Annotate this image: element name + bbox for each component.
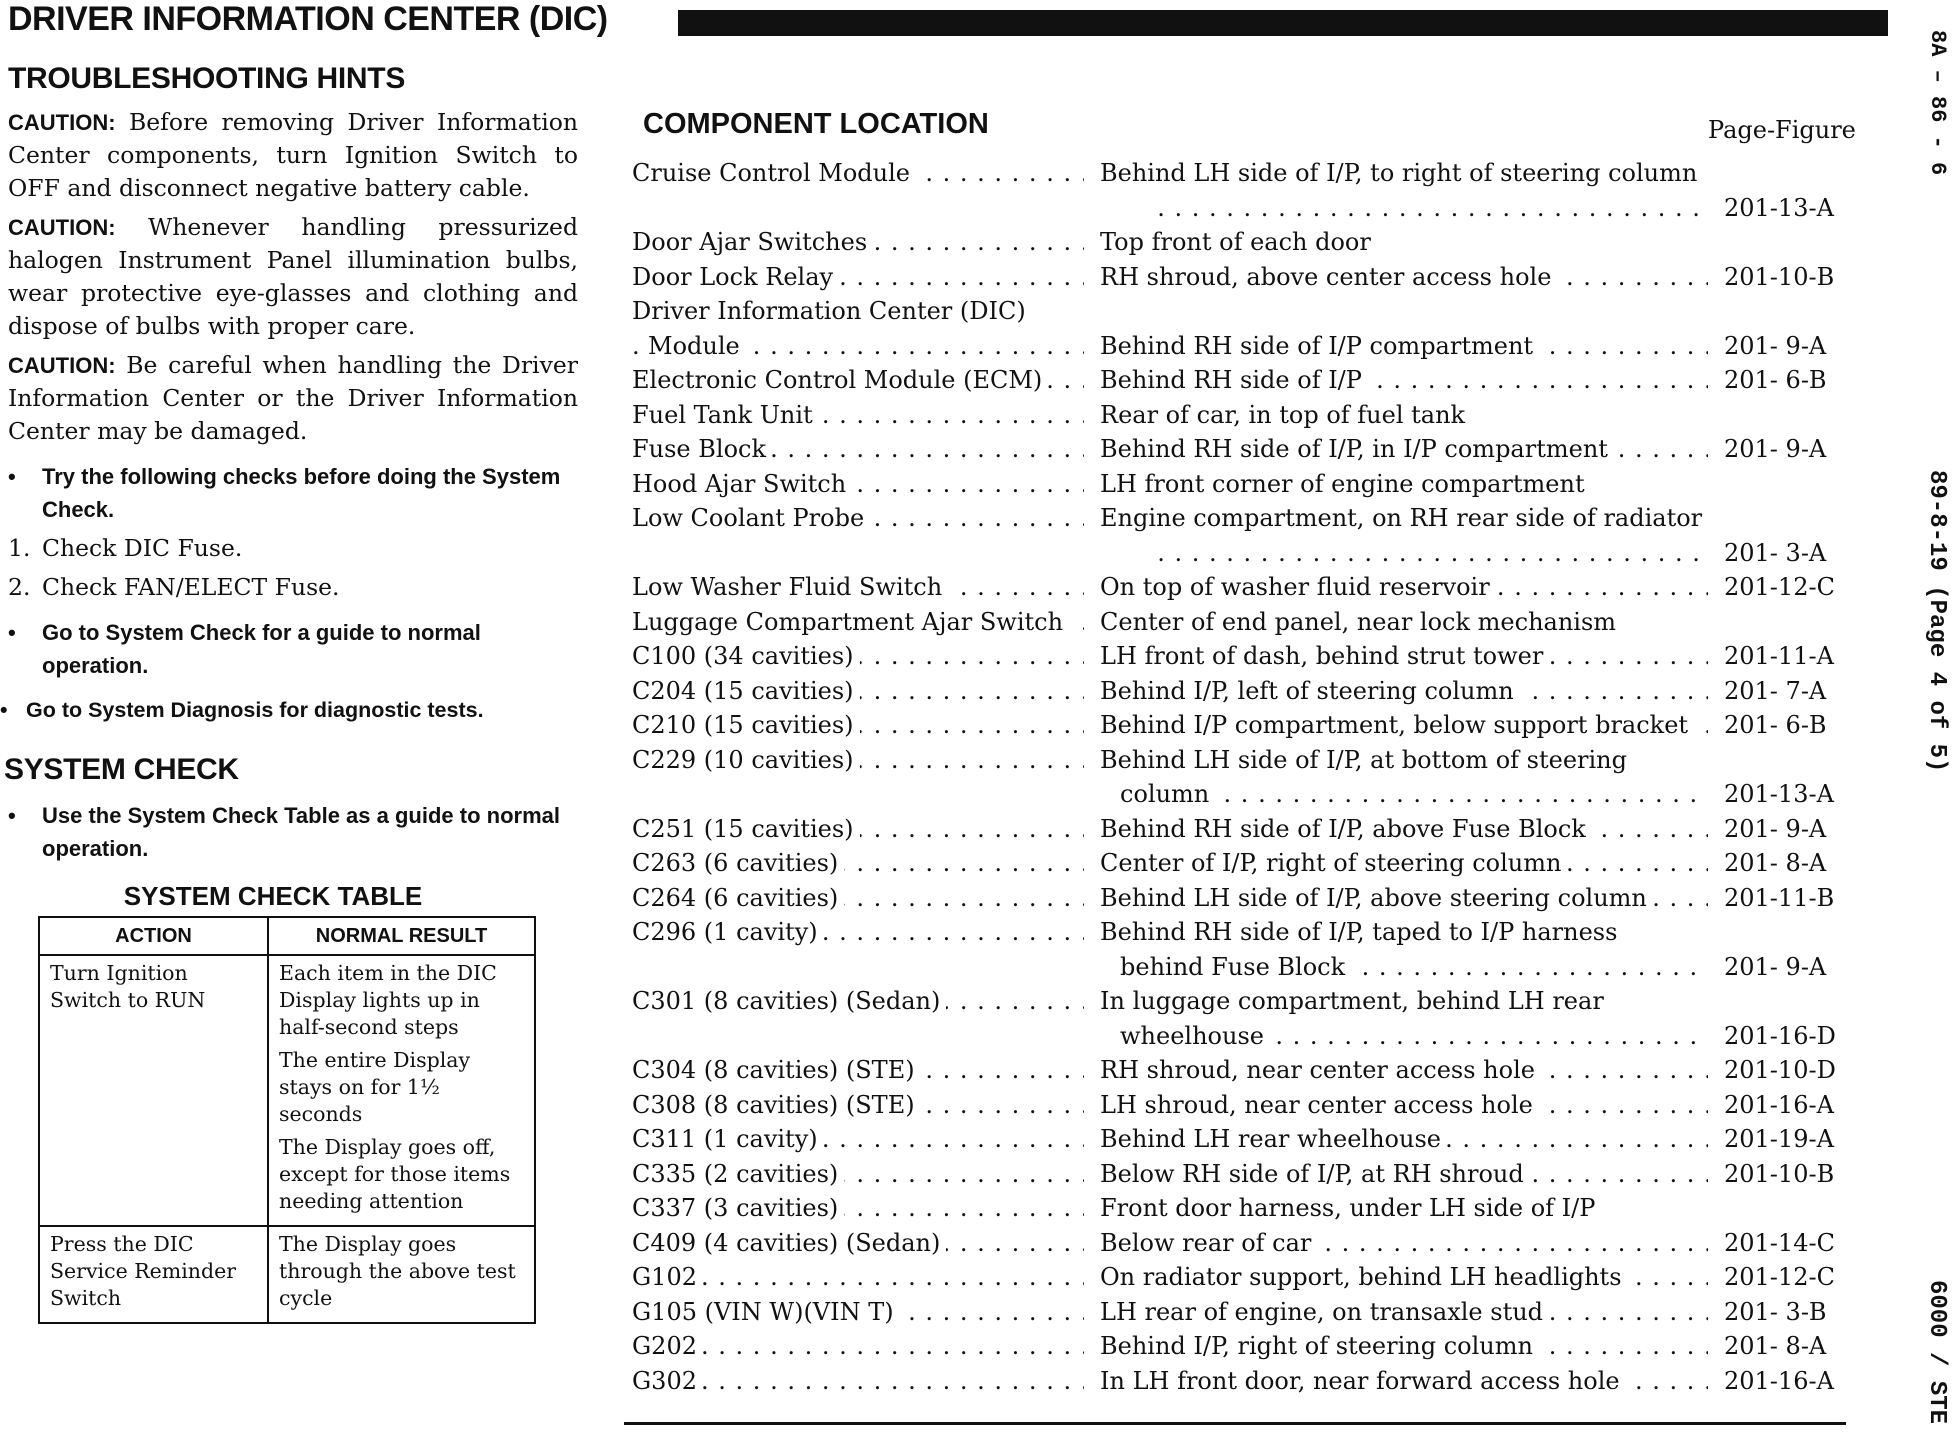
component-label: C210 (15 cavities) <box>632 711 860 739</box>
table-row <box>632 1157 1852 1192</box>
component-name <box>632 743 1084 778</box>
title-rule-bar <box>678 10 1888 36</box>
location-text: Behind RH side of I/P compartment <box>1100 332 1539 360</box>
table-row <box>632 950 1852 985</box>
location-text: On radiator support, behind LH headlights <box>1100 1263 1628 1291</box>
table-row <box>632 674 1852 709</box>
caution-label: CAUTION: <box>8 353 116 378</box>
page-figure: 201-12-C <box>1724 573 1835 601</box>
caution-text: Before removing Driver Information Center components, turn Ignition Switch to OFF and disconnect negative battery cable. <box>8 108 578 202</box>
component-label: C311 (1 cavity) <box>632 1125 824 1153</box>
location-text: Behind RH side of I/P, taped to I/P harness <box>1100 918 1618 946</box>
table-row <box>632 329 1852 364</box>
location-text: Behind LH side of I/P, above steering column <box>1100 884 1653 912</box>
component-name <box>632 1329 1084 1364</box>
component-label: Driver Information Center (DIC) <box>632 297 1032 325</box>
table-row <box>632 1364 1852 1399</box>
table-row <box>632 570 1852 605</box>
component-label: G202 <box>632 1332 703 1360</box>
component-location <box>1100 363 1708 398</box>
component-location <box>1100 1191 1708 1226</box>
table-row <box>632 639 1852 674</box>
component-location <box>1100 1088 1708 1123</box>
check-item <box>8 571 578 604</box>
page-figure: 201-13-A <box>1724 193 1834 222</box>
location-text: Center of I/P, right of steering column <box>1100 849 1567 877</box>
component-location <box>1100 915 1708 950</box>
component-label: Door Lock Relay <box>632 263 839 291</box>
location-text <box>1140 194 1146 222</box>
component-location <box>1100 1295 1708 1330</box>
page-figure: 201-12-C <box>1724 1263 1835 1291</box>
location-text: Behind I/P, left of steering column <box>1100 677 1520 705</box>
check-number: 1. <box>8 534 31 562</box>
location-text: Behind I/P compartment, below support bracket <box>1100 711 1694 739</box>
action-cell: Press the DIC Service Reminder Switch <box>39 1226 268 1323</box>
component-location <box>1100 156 1708 191</box>
table-row <box>632 432 1852 467</box>
component-location <box>1100 846 1708 881</box>
page-figure: 201- 8-A <box>1724 1332 1827 1360</box>
location-text: Engine compartment, on RH rear side of radiator <box>1100 504 1703 532</box>
component-label: C337 (3 cavities) <box>632 1194 844 1222</box>
component-name <box>632 605 1084 640</box>
location-text: Center of end panel, near lock mechanism <box>1100 607 1617 636</box>
component-label: G302 <box>632 1367 703 1395</box>
component-label: Electronic Control Module (ECM) <box>632 366 1048 394</box>
component-location <box>1100 501 1708 536</box>
component-location <box>1120 950 1708 985</box>
component-label: C204 (15 cavities) <box>632 677 860 705</box>
component-label: C304 (8 cavities) (STE) <box>632 1056 921 1084</box>
component-label: Fuse Block <box>632 435 772 463</box>
component-location <box>1120 777 1708 812</box>
component-label: Door Ajar Switches <box>632 228 873 256</box>
location-text: On top of washer fluid reservoir <box>1100 573 1496 601</box>
component-name <box>632 467 1084 502</box>
table-row <box>632 294 1852 329</box>
table-row <box>632 605 1852 640</box>
component-name <box>632 1191 1084 1226</box>
column-header-action: ACTION <box>39 917 268 955</box>
location-text: Behind RH side of I/P, above Fuse Block <box>1100 815 1592 843</box>
component-location <box>1100 570 1708 605</box>
table-row <box>632 536 1852 571</box>
caution-3 <box>8 349 578 448</box>
component-name <box>632 984 1084 1019</box>
location-text: Below rear of car <box>1100 1229 1317 1257</box>
table-row <box>632 777 1852 812</box>
component-label: C100 (34 cavities) <box>632 642 860 670</box>
table-row <box>632 260 1852 295</box>
component-name <box>632 329 1084 364</box>
component-location-heading: COMPONENT LOCATION <box>643 108 989 140</box>
location-text: Rear of car, in top of fuel tank <box>1100 400 1466 429</box>
caution-2 <box>8 211 578 343</box>
location-text: Below RH side of I/P, at RH shroud <box>1100 1160 1530 1188</box>
component-location <box>1100 467 1708 502</box>
component-name <box>632 260 1084 295</box>
component-name <box>632 881 1084 916</box>
table-row <box>632 708 1852 743</box>
table-row <box>632 1088 1852 1123</box>
table-row <box>632 501 1852 536</box>
component-name <box>632 363 1084 398</box>
location-text: Behind LH side of I/P, to right of steering column <box>1100 159 1698 187</box>
check-item <box>8 532 578 565</box>
bullet-text: Go to System Diagnosis for diagnostic tests. <box>26 698 484 722</box>
component-location <box>1100 260 1708 295</box>
location-text: LH shroud, near center access hole <box>1100 1091 1539 1119</box>
component-location <box>1100 674 1708 709</box>
table-row <box>632 1053 1852 1088</box>
check-number: 2. <box>8 573 31 601</box>
page-figure: 201- 3-A <box>1724 538 1827 567</box>
result-text: The entire Display stays on for 1½ seconds <box>279 1048 471 1126</box>
component-label: C335 (2 cavities) <box>632 1160 844 1188</box>
component-location <box>1100 743 1708 778</box>
component-location <box>1100 1053 1708 1088</box>
component-name <box>632 639 1084 674</box>
page-figure: 201-10-D <box>1724 1056 1836 1084</box>
table-row <box>632 1191 1852 1226</box>
component-label: C296 (1 cavity) <box>632 918 824 946</box>
component-label: Luggage Compartment Ajar Switch <box>632 608 1069 636</box>
component-location <box>1100 812 1708 847</box>
component-name <box>632 1260 1084 1295</box>
location-text: column <box>1120 780 1215 808</box>
component-location <box>1100 432 1708 467</box>
component-location <box>1100 984 1708 1019</box>
component-location <box>1100 1226 1708 1261</box>
table-row <box>632 1226 1852 1261</box>
component-location <box>1100 1329 1708 1364</box>
component-label: G105 (VIN W)(VIN T) <box>632 1298 900 1326</box>
caution-label: CAUTION: <box>8 110 116 135</box>
location-text: Behind I/P, right of steering column <box>1100 1332 1539 1360</box>
component-location <box>1100 639 1708 674</box>
component-name <box>632 812 1084 847</box>
page-figure: 201- 9-A <box>1724 435 1827 463</box>
location-text: LH rear of engine, on transaxle stud <box>1100 1298 1549 1326</box>
page-figure: 201- 9-A <box>1724 952 1827 981</box>
location-text: behind Fuse Block <box>1120 953 1351 981</box>
component-location <box>1100 225 1708 260</box>
component-name <box>632 156 1084 191</box>
component-name <box>632 1053 1084 1088</box>
component-location <box>1100 1157 1708 1192</box>
component-label: C301 (8 cavities) (Sedan) <box>632 987 946 1015</box>
table-row <box>632 984 1852 1019</box>
table-row <box>632 1122 1852 1157</box>
component-label: Cruise Control Module <box>632 159 916 187</box>
component-name <box>632 501 1084 536</box>
bullet-dot: • <box>0 698 8 722</box>
component-location <box>1100 708 1708 743</box>
check-text: Check FAN/ELECT Fuse. <box>42 573 340 601</box>
column-header-normal-result: NORMAL RESULT <box>268 917 535 955</box>
side-revision-date: 89-8-19 (Page 4 of 5) <box>1923 470 1950 773</box>
page-figure: 201- 9-A <box>1724 814 1827 843</box>
bullet-go-system-check <box>8 616 578 682</box>
component-location <box>1140 191 1708 226</box>
page-figure: 201- 9-A <box>1724 331 1827 360</box>
location-text: Behind RH side of I/P, in I/P compartment <box>1100 435 1614 463</box>
system-check-table <box>38 916 536 1324</box>
action-cell: Turn Ignition Switch to RUN <box>39 955 268 1226</box>
location-text: Front door harness, under LH side of I/P <box>1100 1194 1596 1222</box>
component-name <box>632 708 1084 743</box>
table-row <box>632 156 1852 191</box>
bottom-rule <box>624 1422 1846 1425</box>
component-label: C229 (10 cavities) <box>632 746 860 774</box>
table-row <box>632 1019 1852 1054</box>
table-row <box>39 955 535 1226</box>
component-location <box>1100 329 1708 364</box>
component-location <box>1100 881 1708 916</box>
result-text: Each item in the DIC Display lights up in half-second steps <box>279 961 497 1039</box>
component-label: Fuel Tank Unit <box>632 401 819 429</box>
table-row <box>632 1260 1852 1295</box>
table-row <box>632 812 1852 847</box>
component-name <box>632 225 1084 260</box>
location-text <box>1140 539 1146 567</box>
component-location <box>1140 536 1708 571</box>
check-text: Check DIC Fuse. <box>42 534 243 562</box>
table-row <box>632 915 1852 950</box>
bullet-dot: • <box>8 620 16 645</box>
component-label: G102 <box>632 1263 703 1291</box>
component-label: C264 (6 cavities) <box>632 884 844 912</box>
page-figure-header: Page-Figure <box>1708 116 1856 144</box>
component-name <box>632 1122 1084 1157</box>
bullet-dot: • <box>8 464 16 489</box>
component-name <box>632 674 1084 709</box>
component-label: C263 (6 cavities) <box>632 849 844 877</box>
page-figure: 201-14-C <box>1724 1228 1835 1257</box>
page-figure: 201-19-A <box>1724 1125 1834 1153</box>
bullet-system-check-table <box>8 799 578 865</box>
result-text: The Display goes off, except for those items needing attention <box>279 1135 511 1213</box>
component-label: Module <box>648 332 746 360</box>
page-figure: 201- 6-B <box>1724 711 1827 739</box>
location-text: RH shroud, above center access hole <box>1100 263 1557 291</box>
location-text: Top front of each door <box>1100 228 1371 256</box>
component-name <box>632 1088 1084 1123</box>
caution-label: CAUTION: <box>8 215 116 240</box>
component-name <box>632 398 1084 433</box>
component-label: Hood Ajar Switch <box>632 470 852 498</box>
table-row <box>632 398 1852 433</box>
page-figure: 201-16-D <box>1724 1021 1836 1050</box>
bullet-go-system-diagnosis <box>0 694 578 727</box>
component-label: Low Washer Fluid Switch <box>632 573 948 601</box>
location-text: LH front corner of engine compartment <box>1100 469 1585 498</box>
page-figure: 201- 6-B <box>1724 366 1827 394</box>
location-text: In luggage compartment, behind LH rear <box>1100 987 1604 1015</box>
system-check-heading: SYSTEM CHECK <box>4 753 239 786</box>
location-text: LH front of dash, behind strut tower <box>1100 642 1549 670</box>
component-name <box>632 294 1084 329</box>
bullet-text: Go to System Check for a guide to normal operation. <box>42 620 481 678</box>
table-row <box>632 225 1852 260</box>
page-figure: 201-10-B <box>1724 262 1835 291</box>
page-figure: 201-10-B <box>1724 1159 1835 1188</box>
component-location <box>1100 1122 1708 1157</box>
table-row <box>632 363 1852 398</box>
left-column <box>0 62 578 1324</box>
component-name <box>632 846 1084 881</box>
component-label: C308 (8 cavities) (STE) <box>632 1091 921 1119</box>
table-row <box>632 881 1852 916</box>
caution-1 <box>8 106 578 205</box>
location-text: Behind LH rear wheelhouse <box>1100 1125 1447 1153</box>
component-location <box>1100 1364 1708 1399</box>
page-title: DRIVER INFORMATION CENTER (DIC) <box>8 0 608 38</box>
page-figure: 201-11-A <box>1724 642 1834 670</box>
page-figure: 201-13-A <box>1724 780 1834 808</box>
component-name <box>632 432 1084 467</box>
result-cell <box>268 955 535 1226</box>
page-figure: 201- 7-A <box>1724 676 1827 705</box>
system-check-table-title: SYSTEM CHECK TABLE <box>123 881 423 911</box>
location-text: Behind LH side of I/P, at bottom of steering <box>1100 745 1627 774</box>
component-name <box>632 915 1084 950</box>
page-figure: 201- 8-A <box>1724 849 1827 877</box>
table-row <box>632 846 1852 881</box>
component-label: C251 (15 cavities) <box>632 815 860 843</box>
component-name <box>632 1295 1084 1330</box>
bullet-text: Try the following checks before doing the System Check. <box>42 464 561 522</box>
component-name <box>632 1364 1084 1399</box>
caution-text: Be careful when handling the Driver Information Center or the Driver Information Center may be damaged. <box>8 351 578 445</box>
location-text: In LH front door, near forward access hole <box>1100 1367 1626 1395</box>
component-label: C409 (4 cavities) (Sedan) <box>632 1229 946 1257</box>
component-location <box>1100 398 1708 433</box>
table-header-row <box>39 917 535 955</box>
result-text: The Display goes through the above test cycle <box>279 1232 516 1310</box>
component-label: Low Coolant Probe <box>632 504 870 532</box>
component-location <box>1120 1019 1708 1054</box>
caution-text: Whenever handling pressurized halogen Instrument Panel illumination bulbs, wear protective eye-glasses and clothing and dispose of bulbs with proper care. <box>8 213 578 340</box>
bullet-dot: • <box>8 803 16 828</box>
location-text: RH shroud, near center access hole <box>1100 1056 1541 1084</box>
side-model: 6000 / STE <box>1923 1280 1950 1425</box>
page-figure: 201- 3-B <box>1724 1297 1827 1326</box>
bullet-text: Use the System Check Table as a guide to normal operation. <box>42 803 560 861</box>
component-name <box>632 1157 1084 1192</box>
result-cell <box>268 1226 535 1323</box>
page-figure: 201-11-B <box>1724 883 1835 912</box>
component-name <box>632 570 1084 605</box>
table-row <box>632 191 1852 226</box>
page-figure: 201-16-A <box>1724 1366 1834 1395</box>
component-location-list <box>632 156 1852 1398</box>
table-row <box>39 1226 535 1323</box>
bullet-try-checks <box>8 460 578 526</box>
table-row <box>632 743 1852 778</box>
table-row <box>632 1329 1852 1364</box>
side-page-id: 8A – 86 - 6 <box>1925 30 1950 176</box>
troubleshooting-heading: TROUBLESHOOTING HINTS <box>8 62 406 95</box>
table-row <box>632 467 1852 502</box>
location-text: wheelhouse <box>1120 1022 1270 1050</box>
location-text: Behind RH side of I/P <box>1100 366 1368 394</box>
table-row <box>632 1295 1852 1330</box>
page-figure: 201-16-A <box>1724 1090 1834 1119</box>
component-name <box>632 1226 1084 1261</box>
component-location <box>1100 1260 1708 1295</box>
component-location <box>1100 605 1708 640</box>
